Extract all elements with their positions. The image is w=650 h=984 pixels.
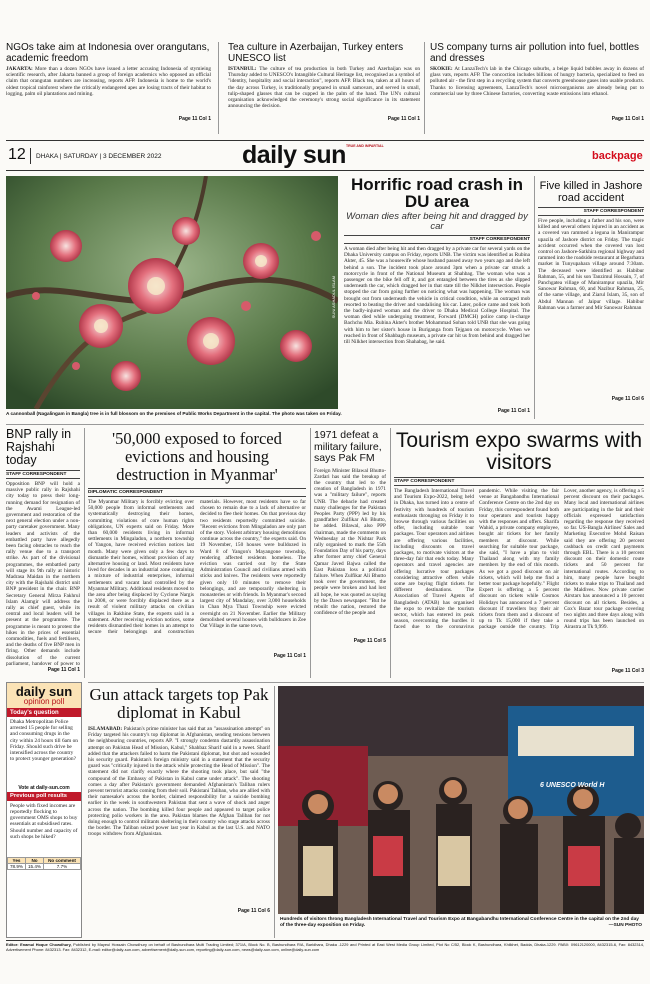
- poll-vote-link[interactable]: Vote at daily-sun.com: [18, 785, 70, 791]
- article-body: Pakistan's prime minister has said that an "assassination attempt" on Friday targeted his country's top diplomat in Afghanistan, sending tensions between the neighbouring countries, reports AP. "I strongly condemn dastardly assassination attempt on Pakistan Head of Mission, Kabul," Shahbaz Sharif said in a tweet. Sharif added that the attackers failed to harm the Pakistani diplomat, but shot and wounded his security guard. Pakistan's foreign ministry said in a statement that the security guard was "critically injured in the attack while protecting the Head of Mission". The statement did not clarify exactly where the shooting took place, but said "the compound of the Embassy of Pakistan in Kabul came under attack". The shooting comes a day after Pakistan's government demanded Afghanistan's Taliban rulers prevent terrorist attacks coming from their soil. Pakistani Taliban, who are allied with their namesake's across the border, claimed responsibility for a suicide bombing earlier in the week in southwestern Pakistan that sent a wave of shock and anger across the nation. The bombing killed four people and appeared to target police protecting polio workers in the area. Pakistan blames the Afghan Taliban for not doing enough to control militants sheltering in their country who stage attacks across the border. The Taliban seized power last year in Kabul as the last U.S. and NATO troops withdrew from Afghanistan.: [88, 726, 270, 838]
- teaser-text: The culture of tea production in both Turkey and Azerbaijan was on Thursday added to UNESCO's Intangible Cultural Heritage list, recognised as a symbol of "identity, hospitality and social interaction", reports AFP. Black tea, taken at all hours of the day across Turkey, is traditionally prepared in small samovars, and served in small, tulip-shaped glasses that can be cupped in the palm of the hand. The UN's cultural organisation acknowledged the ceremony's strong social significance in its statement announcing the decision.: [228, 66, 420, 110]
- subheadline: Woman dies after being hit and dragged by car: [346, 211, 528, 232]
- logo-tagline: TRUE AND IMPARTIAL: [346, 144, 384, 148]
- continued-label: Page 11 Col 1: [387, 116, 420, 122]
- tourism-expo-photo: [278, 686, 644, 914]
- result-value: 15.4%: [26, 863, 44, 869]
- article-jashore: [538, 180, 644, 423]
- continued-label: Page 11 Col 1: [178, 116, 211, 122]
- result-value: 78.9%: [8, 863, 26, 869]
- article-body: The Myanmar Military is forcibly evicting over 50,000 people from informal settlements and systematically destroying their homes, committing violations of core human rights obligations, UN experts said on Friday. More than 60,000 residents living in informal settlements in Mingaladon, a northern township of Yangon, have received eviction notices last month. Many were given only a few days to dismantle their homes, without provision of any alternative housing or land. Most residents have lived for decades in an industrial zone containing a mixture of industrial enterprises, informal settlements and vacant land controlled by the Myanmar Military. Additional residents moved to the area after being displaced by Cyclone Nargis in 2008, or were forcibly displaced there as a result of violent military attacks on civilian villages in Rakhine State, the experts said in a statement. After receiving eviction notices, some residents dismantled their homes in an attempt to secure their belongings and construction materials. However, most residents have so far chosen to remain due to a lack of alternative or decided to flee their homes. On that previous day two residents reportedly committed suicide. "Recent evictions from Mingaladon are only part of the story. Violent arbitrary housing demolitions continue across the country," the experts said. On 19 November, 150 houses were bulldozed in Ward 8 of Yangon's Mayangone township, rendering affected residents homeless. The eviction was carried out by the State Administration Council and civilians armed with sticks and knives. The residents were reportedly given only 10 minutes to remove their belongings, and are temporarily sheltering in monasteries or with friends. In Myanmar's second largest city of Mandalay, over 3,000 households in Chan Mya Thazi Township were evicted overnight on 21 November. Earlier the Military demolished several houses with bulldozers in Zee Oat Village in the same town,: [88, 499, 306, 636]
- continued-label: Page 11 Col 6: [237, 908, 270, 914]
- crowd-illustration: [278, 686, 644, 914]
- continued-label: Page 11 Col 6: [611, 396, 644, 402]
- byline: STAFF CORRESPONDENT: [394, 477, 644, 486]
- article-body: Five people, including a father and his son, were killed and several others injured in an accident as a covered van rammed a leguna in Manirampur upazila of Jashore district on Friday. The tragic accident occurred when the covered van lost control on Jashore-Satkhira regional highway and rammed into the roadside restaurant at Begarhatra market in Tunyupahara village around 7:30am. The deceased were identified as Habibur Rahman, 55, and his son Tanzimul Hossain, 7, of Panchgatea village of Manirampur upazila, Mir Sanowar Rahman, 60, and Nazibur Rahman, 25, of the same village, and Ziarul Islam, 35, son of Abdul Mannan of Jaipur village. Habibur Rahman was a farmer and Mir Sanowar Rahman: [538, 218, 644, 311]
- teaser-title: US company turns air pollution into fuel, bottles and dresses: [430, 42, 639, 64]
- imprint-footer: [6, 942, 644, 956]
- paper-logo: daily sun: [242, 141, 346, 169]
- result-label: No: [26, 857, 44, 863]
- continued-label: Page 11 Col 1: [611, 116, 644, 122]
- byline: STAFF CORRESPONDENT: [6, 470, 80, 479]
- page-number: 12: [8, 146, 26, 163]
- flower-illustration: [6, 176, 338, 409]
- article-body: The Bangladesh International Travel and Tourism Expo-2022, being held in Dhaka, has turned into a centre of festivity with hundreds of tourism enthusiasts thronging on Friday it to browse through various facilities on offer, including suitable tour packages. Tour operators and airlines are offering various facilities, including discounts on travel packages, to motivate visitors at the three-day fair that ends today. Many operators and travel agencies are offering lucrative tour packages considering attractive offers while some are buying flight tickets for different destinations. The Association of Travel Agents of Bangladesh (ATAB) has organised the expo to revitalize the tourism sector, which has entered its peak season, overcoming the hurdles it faced due to the coronavirus pandemic. While visiting the fair venue at Bangabandhu International Conference Centre on the 2nd day on Friday, this correspondent found both tour operators and tourists happy with the responses and offers. Sharifa Wahid, a private company employee, bought air tickets for her family members at discount. While searching for suitable tour package, she said, "I have a plan to visit Thailand along with my family members by the end of this month. As we got a good discount on air tickets, which will help me find a better tour package hopefully." Flight Expert is offering a 5 percent discount on tickets while Cosmos Holidays has announced a 7 percent discount if travellers buy their air tickets from them and a discount of up to Tk 15,000 if they take a package outside the country. Trip Lover, another agency, is offering a 5 percent discount on their packages. Many local and international airlines are participating in the fair and their officials expressed satisfaction regarding the response they received so far. US-Bangla Airlines' Sales and Marketing Executive Mohd Raisan said they are offering 20 percent cashback on credit card payments through EBL. There is a 10 percent discount on their domestic route tickets and 50 percent for international routes. According to him, many people have bought tickets to make trips to Thailand and the Maldives. Now private carrier Airstars has announced a 10 percent discount on all tickets. Besides, a Cox's Bazar tour package covering two nights and three days along with round trips has been launched on Airastra at Tk 9,999.: [394, 488, 644, 631]
- article-gun-attack: [88, 686, 270, 938]
- poll-label: opinion poll: [23, 697, 65, 706]
- headline: Tourism expo swarms with visitors: [395, 429, 643, 474]
- dateline: SKOKIE:: [430, 66, 453, 72]
- dateline: ISLAMABAD:: [88, 726, 123, 732]
- dateline: ISTANBUL:: [228, 66, 257, 72]
- byline: STAFF CORRESPONDENT: [538, 207, 644, 216]
- teaser-3: [430, 42, 644, 142]
- article-1971-defeat: [314, 430, 386, 680]
- headline: BNP rally in Rajshahi today: [6, 427, 72, 467]
- imprint-text: Published by Mayeul Hossain Chowdhury on behalf of Bashundhara Multi Trading Limited; 371/A, Block No. B, Bashundhara R/A, Baridhara, Dhaka -1229 and Printed at East West Media Group Limited, Plot No C/52, Block K, Bashundhara, Khilkhet, Badda, Dhaka-1229. PABX: 09612120000, 8432315-6, Fax: 8432314, Advertisement Phone: 8432313. Fax: 8432312, E-mail: editor@daily-sun.com, advertisement@daily-sun.com, reporting@daily-sun.com, news@daily-sun.com, online@daily-sun.com: [6, 942, 644, 952]
- result-label: No comment: [44, 857, 81, 863]
- masthead-dateline: DHAKA | SATURDAY | 3 DECEMBER 2022: [36, 153, 162, 160]
- teaser-title: NGOs take aim at Indonesia over orangutans, academic freedom: [6, 42, 210, 64]
- byline: STAFF CORRESPONDENT: [344, 235, 530, 244]
- section-label: backpage: [592, 150, 643, 162]
- masthead: [6, 143, 644, 169]
- photo-credit: SUN/ ASHADUL ISLAM: [331, 276, 336, 319]
- headline: Five killed in Jashore road accident: [539, 180, 643, 204]
- headline: 1971 defeat a military failure, says Pak FM: [314, 429, 382, 464]
- continued-label: Page 11 Col 3: [611, 668, 644, 674]
- article-body: Foreign Minister Bilawal Bhutto-Zardari has said the breakup of the country that led to the creation of Bangladesh in 1971 was a "military failure", reports UNB. The debacle had created many challenges for the Pakistan Peoples Party (PPP) led by his grandfather Zulfikar Ali Bhutto, he added. Bilawal, also PPP chairman, made the comments on Wednesday at the Nishtar Park rally organised to mark the 55th Foundation Day of his party, days after former army chief General Qamar Javed Bajwa called the East Pakistan loss a political failure. When Zulfikar Ali Bhutto took over the government, the people were broken and had lost all hope, he was quoted as saying by the Dawn newspaper. "But he rebuilt the nation, restored the confidence of the people and: [314, 467, 386, 617]
- dateline: JAKARTA:: [6, 66, 33, 72]
- poll-results-table: [7, 857, 81, 870]
- photo-banner-text: 6 UNESCO World H: [540, 782, 605, 789]
- result-label: Yes: [8, 857, 26, 863]
- poll-logo: daily sun: [15, 684, 73, 699]
- article-tourism-expo: [394, 430, 644, 678]
- article-horrific-crash: [344, 176, 530, 423]
- editor-credit: Editor: Enamul Hoque Chowdhury,: [6, 942, 72, 947]
- continued-label: Page 11 Col 5: [353, 637, 386, 644]
- teaser-text: At LanzaTech's lab in the Chicago suburbs, a beige liquid bubbles away in dozens of glass vats, reports AFP. The concoction includes billions of hungry bacteria, specialized to feed on polluted air - the first step in a recycling system that converts greenhouse gases into usable products. Thanks to licensing agreements, LanzaTech's novel microorganisms are already being put to commercial use by three Chinese factories, converting waste emissions into ethanol.: [430, 66, 644, 97]
- poll-previous-heading: Previous poll results: [7, 792, 81, 801]
- article-bnp-rally: [6, 428, 80, 678]
- teaser-1: [6, 42, 211, 142]
- photo-credit: —SUN PHOTO: [608, 922, 642, 928]
- headline: Horrific road crash in DU area: [351, 175, 523, 211]
- photo-caption: Hundreds of visitors throng Bangladesh International Travel and Tourism Expo at Bangabandhu International Conference Centre in the capital on the 2nd day of the three-day exposition on Friday. —SUN PHOTO: [280, 917, 642, 928]
- continued-label: Page 11 Col 1: [47, 667, 80, 673]
- poll-previous-question: People with fixed incomes are reportedly flocking to government OMS shops to buy essentials at subsidised rates. Should number and capacity of such shops be hiked?: [10, 802, 78, 840]
- poll-question: Dhaka Metropolitan Police arrested 15 people for selling and consuming drugs in the city within 24 hours till 6am on Friday. Should such drive be intensified across the country to protect younger generation?: [10, 719, 78, 763]
- article-myanmar: [88, 430, 306, 680]
- opinion-poll-box: [6, 682, 82, 938]
- continued-label: Page 11 Col 1: [497, 408, 530, 414]
- headline: '50,000 exposed to forced evictions and housing destruction in Myanmar': [112, 429, 282, 484]
- article-body: A woman died after being hit and then dragged by a private car for several yards on the Dhaka University campus on Friday, reports UNB. The victim was identified as Rubina Akter, 45. She was a housewife whose husband passed away two years ago and she left behind a son. The incident took place around 3pm when a private car struck a motorcycle in front of the National Museum at Shahbag. The woman who was a passenger on the bike fell off it, and got entangled between the tires as she slipped underneath the car, which dragged her in that state till the Nilkhet intersection. People stopped the car from going further on noticing what was happening. The woman was brought out from underneath the vehicle in critical condition, while an outraged mob resorted to beating the driver and vandalising his car. Later, police came and took both the badly-injured woman and the driver to Dhaka Medical College Hospital. The woman died while undergoing treatment, Forward (DMCH) police camp in-charge Bachchu Mia. Rubina Akter's brother Mohammad Sohan told UNB that she was going with him to her sister's house in Buriganga from Tejgaon on motorcycle. When we reached in front of Shahbagh museum, a private car hit us from behind and dragged her till Nilkhet intersection from Shahabag, he said.: [344, 246, 530, 346]
- result-value: 7.7%: [44, 863, 81, 869]
- byline: DIPLOMATIC CORRESPONDENT: [88, 488, 306, 497]
- headline: Gun attack targets top Pak diplomat in Kabul: [89, 685, 269, 722]
- poll-question-heading: Today's question: [7, 708, 81, 717]
- article-body: Opposition BNP will hold a massive public rally in Rajshahi city today to press their long-running demand for resignation of the Awami League-led government and restoration of the next general election under a non-party caretaker government. Many leaders and activists of the embattled party have allegedly been facing obstacles to reach the rally venue due to a transport strike. As part of the divisional programmes, the embattled party will stage its 9th rally at historic Madrasa Maidan in the northern city with the Rajshahi district unit BNP president in the chair. BNP Secretary General Mirza Fakhrul Islam Alamgir will address the rally as chief guest, while its central and local leaders will be present at the programme. The programme is meant to protest the hikes in the prices of essential commodities, fuels and fertilisers, and the deaths of five BNP men in firing. Other demands include dissolution of the current parliament, handover of power to: [6, 481, 80, 667]
- continued-label: Page 11 Col 1: [273, 653, 306, 659]
- photo-caption: A cannonball (Nagalingam in Bangla) tree is in full blossom on the premises of Public Works Department in the capital. The photo was taken on Friday.: [6, 411, 342, 416]
- teaser-text: More than a dozen NGOs have issued a letter accusing Indonesia of stymieing scientific research, after Jakarta banned a group of foreign academics who opposed an official claim that orangutan numbers are increasing, reports AFP. Indonesia is home to the world's oldest tropical rainforest where the critically endangered apes are losing tracts of their habitat to logging, palm oil plantations and mining.: [6, 66, 211, 97]
- teaser-title: Tea culture in Azerbaijan, Turkey enters UNESCO list: [228, 42, 404, 64]
- cannonball-tree-photo: [6, 176, 338, 409]
- teaser-2: [228, 42, 420, 142]
